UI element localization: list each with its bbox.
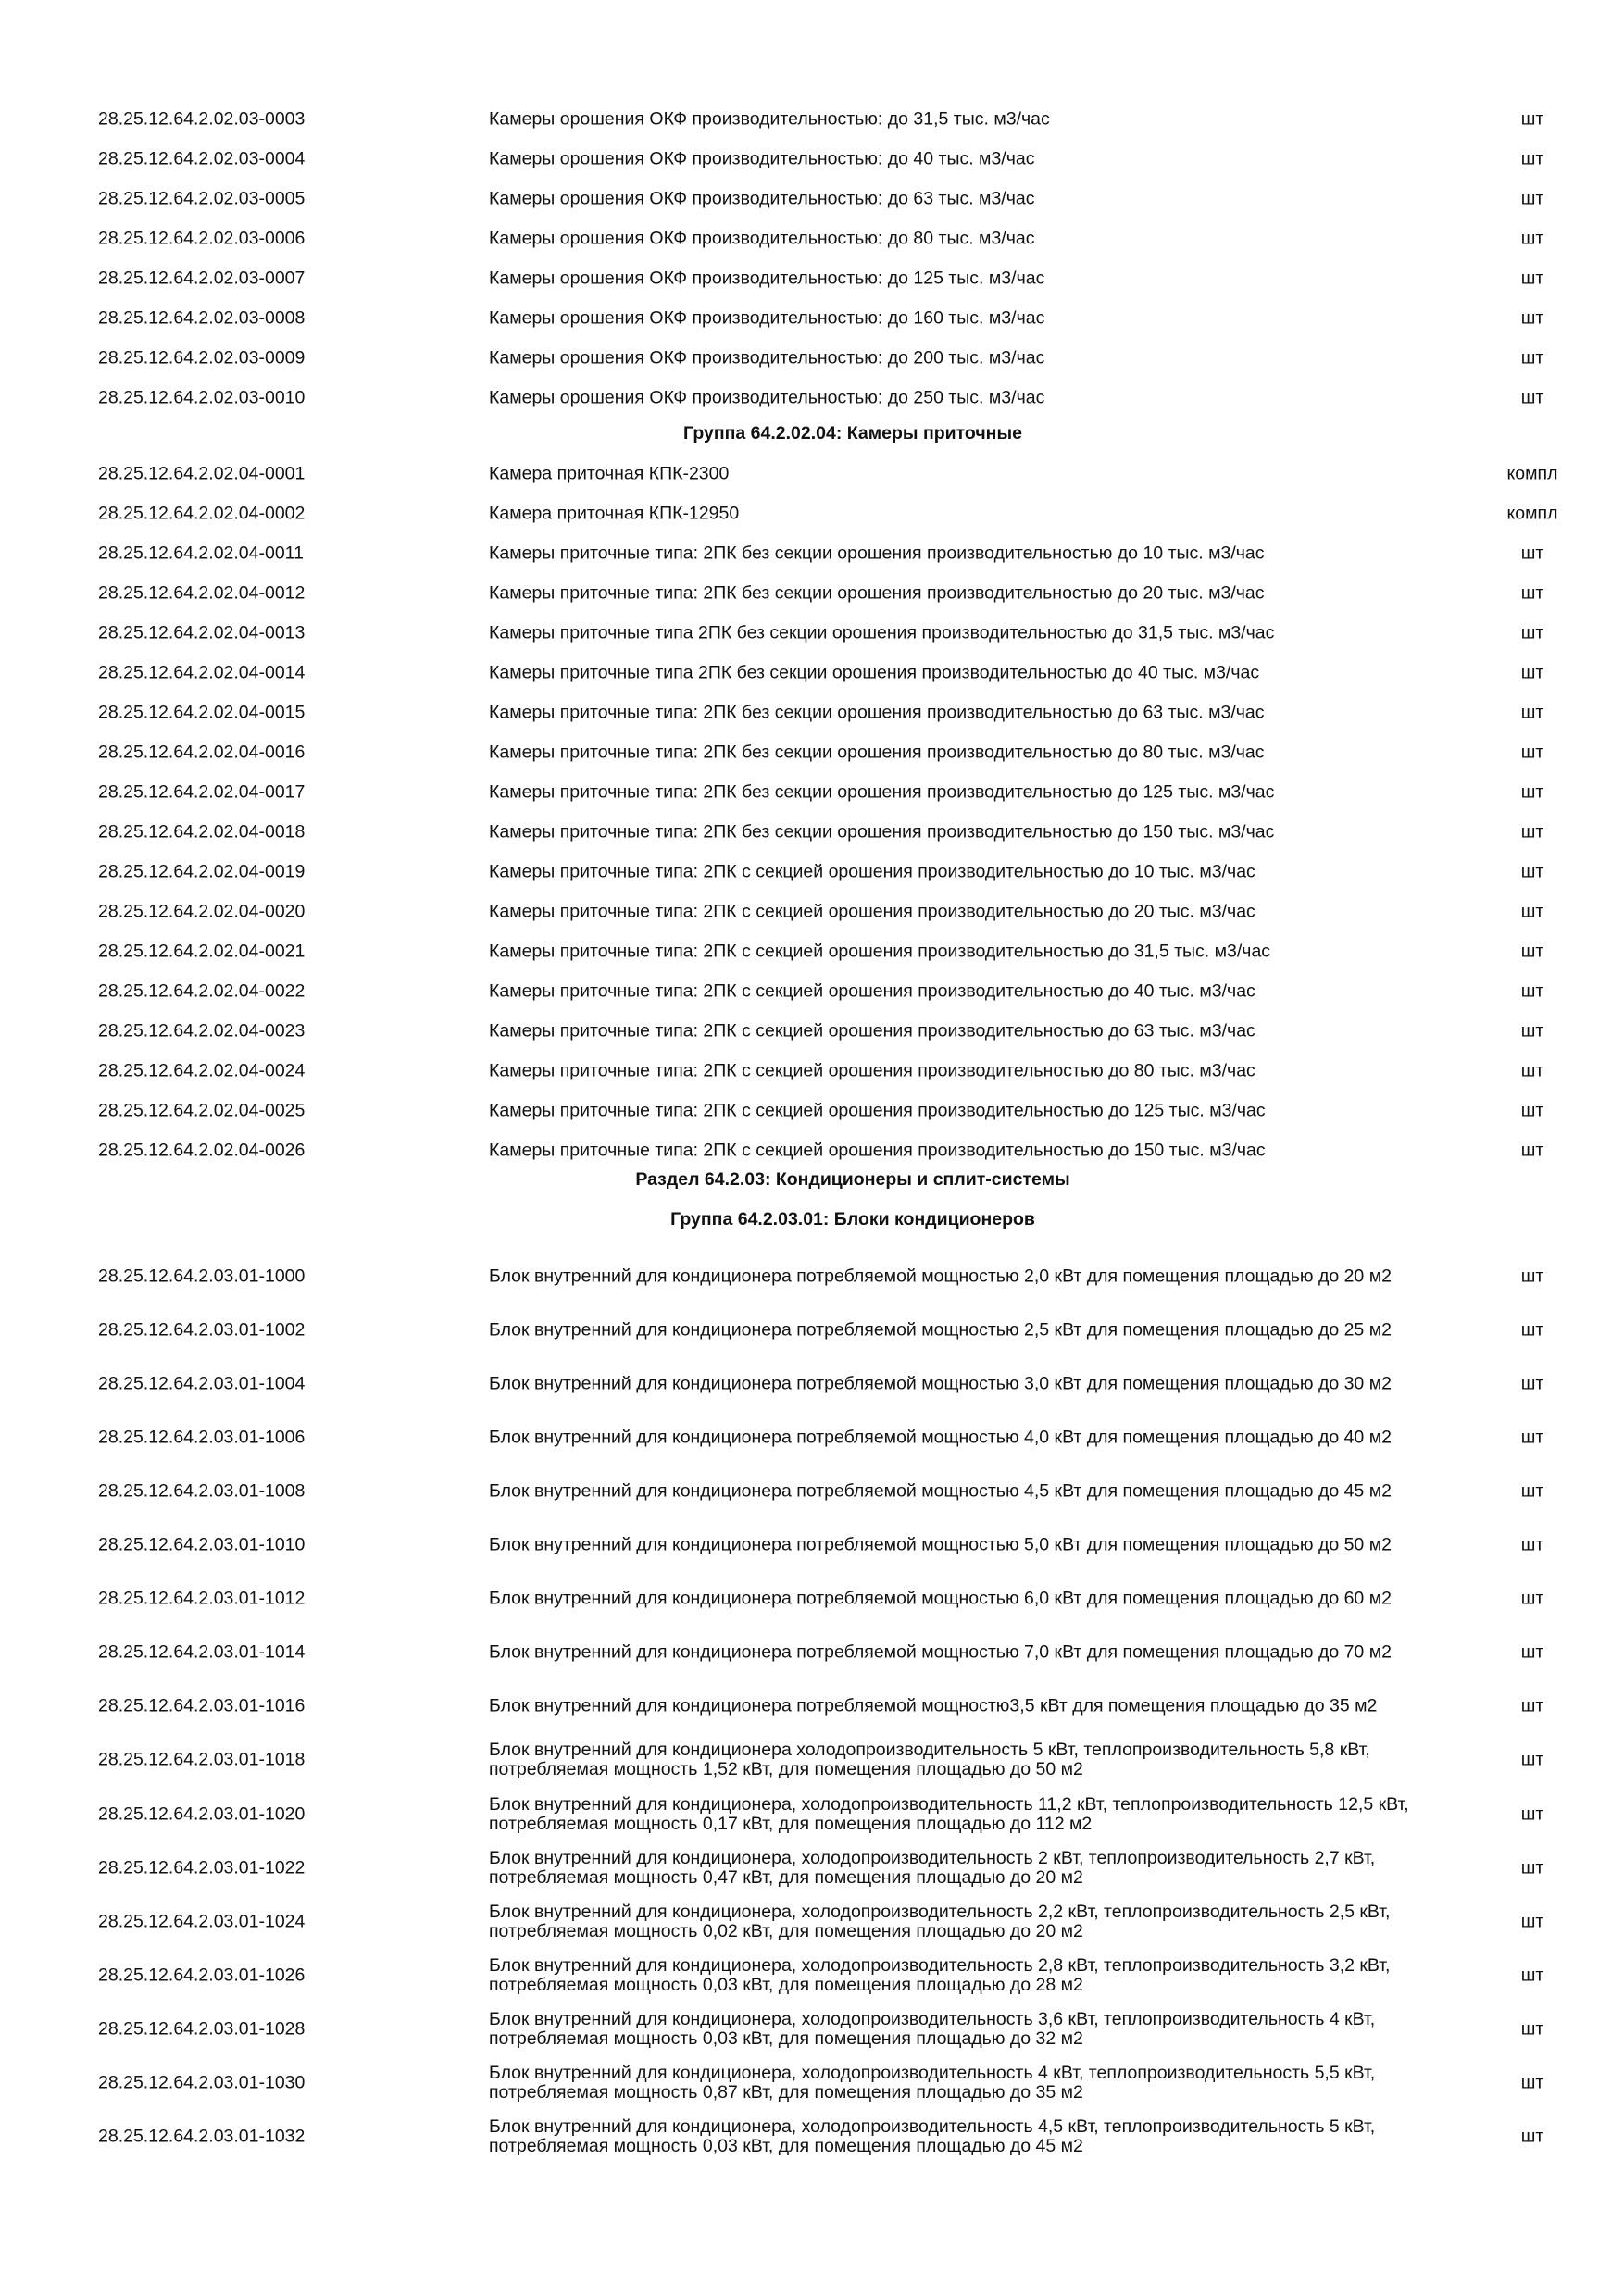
item-code: 28.25.12.64.2.03.01-1030: [98, 2072, 306, 2093]
table-row: [0, 772, 1624, 812]
item-code: 28.25.12.64.2.03.01-1020: [98, 1803, 306, 1824]
item-unit: шт: [1520, 2072, 1544, 2093]
item-name: Блок внутренний для кондиционера, холодопроизводительность 4 кВт, теплопроизводительность 5,5 кВт, потребляемая мощность 0,87 кВт, для помещения площадью до 35 м2: [489, 2063, 1376, 2103]
item-code: 28.25.12.64.2.02.04-0002: [98, 503, 306, 523]
item-unit: шт: [1520, 1100, 1544, 1120]
table-row: [0, 338, 1624, 378]
item-code: 28.25.12.64.2.02.04-0023: [98, 1020, 306, 1041]
item-name: Блок внутренний для кондиционера, холодопроизводительность 2,8 кВт, теплопроизводительность 3,2 кВт, потребляемая мощность 0,03 кВт, для помещения площадью до 28 м2: [489, 1954, 1391, 1995]
item-code: 28.25.12.64.2.02.03-0010: [98, 387, 306, 407]
item-code: 28.25.12.64.2.02.03-0004: [98, 148, 306, 168]
item-unit: шт: [1520, 901, 1544, 921]
item-name: Блок внутренний для кондиционера потребляемой мощностью 2,0 кВт для помещения площадью до 20 м2: [489, 1266, 1392, 1286]
item-code: 28.25.12.64.2.02.03-0007: [98, 268, 306, 288]
item-name: Камеры приточные типа: 2ПК с секцией орошения производительностью до 150 тыс. м3/час: [489, 1140, 1266, 1160]
item-unit: шт: [1520, 1534, 1544, 1555]
item-unit: шт: [1520, 2126, 1544, 2147]
item-unit: шт: [1520, 1140, 1544, 1160]
table-row: [0, 1091, 1624, 1130]
item-code: 28.25.12.64.2.03.01-1010: [98, 1534, 306, 1555]
table-row: [0, 1011, 1624, 1051]
item-unit: шт: [1520, 1803, 1544, 1824]
item-code: 28.25.12.64.2.03.01-1000: [98, 1266, 306, 1286]
item-code: 28.25.12.64.2.02.03-0003: [98, 108, 306, 129]
item-unit: шт: [1520, 387, 1544, 407]
item-name: Блок внутренний для кондиционера, холодопроизводительность 2 кВт, теплопроизводительность 2,7 кВт, потребляемая мощность 0,47 кВт, для помещения площадью до 20 м2: [489, 1847, 1376, 1888]
item-unit: компл: [1506, 463, 1558, 483]
table-row: [0, 1678, 1624, 1735]
item-name: Камеры приточные типа: 2ПК без секции орошения производительностью до 20 тыс. м3/час: [489, 582, 1265, 603]
item-name: Камеры приточные типа: 2ПК без секции орошения производительностью до 10 тыс. м3/час: [489, 543, 1265, 563]
table-row: [0, 454, 1624, 493]
item-code: 28.25.12.64.2.02.03-0008: [98, 307, 306, 328]
table-row: [0, 218, 1624, 258]
item-unit: шт: [1520, 582, 1544, 603]
table-row: [0, 1517, 1624, 1574]
item-code: 28.25.12.64.2.02.03-0009: [98, 347, 306, 368]
table-row: [0, 298, 1624, 338]
item-name: Камеры приточные типа 2ПК без секции орошения производительностью до 40 тыс. м3/час: [489, 662, 1260, 682]
item-unit: шт: [1520, 941, 1544, 961]
item-code: 28.25.12.64.2.02.04-0026: [98, 1140, 306, 1160]
item-name: Камеры приточные типа: 2ПК с секцией орошения производительностью до 31,5 тыс. м3/час: [489, 941, 1271, 961]
table-row: [0, 1355, 1624, 1412]
item-unit: шт: [1520, 622, 1544, 643]
item-name: Камеры приточные типа: 2ПК без секции орошения производительностью до 80 тыс. м3/час: [489, 742, 1265, 762]
table-row: [0, 812, 1624, 852]
table-row: [0, 732, 1624, 772]
item-name: Камеры приточные типа: 2ПК без секции орошения производительностью до 63 тыс. м3/час: [489, 702, 1265, 722]
item-name: Блок внутренний для кондиционера потребляемой мощностью 7,0 кВт для помещения площадью до 70 м2: [489, 1641, 1392, 1663]
item-unit: шт: [1520, 1911, 1544, 1932]
item-code: 28.25.12.64.2.03.01-1012: [98, 1588, 306, 1609]
table-row: [0, 573, 1624, 613]
item-unit: шт: [1520, 1857, 1544, 1878]
item-code: 28.25.12.64.2.02.04-0021: [98, 941, 306, 961]
item-code: 28.25.12.64.2.03.01-1026: [98, 1965, 306, 1986]
item-unit: шт: [1520, 980, 1544, 1001]
item-name: Камера приточная КПК-2300: [489, 463, 730, 483]
item-name: Блок внутренний для кондиционера потребляемой мощностью 4,0 кВт для помещения площадью до 40 м2: [489, 1427, 1392, 1448]
item-code: 28.25.12.64.2.03.01-1016: [98, 1695, 306, 1716]
item-name: Блок внутренний для кондиционера потребляемой мощностью 5,0 кВт для помещения площадью до 50 м2: [489, 1534, 1392, 1555]
table-row: [0, 2109, 1624, 2165]
item-code: 28.25.12.64.2.02.04-0025: [98, 1100, 306, 1120]
item-name: Блок внутренний для кондиционера потребляемой мощностью 4,5 кВт для помещения площадью до 45 м2: [489, 1480, 1392, 1502]
item-name: Блок внутренний для кондиционера потребляемой мощностю3,5 кВт для помещения площадью до 35 м2: [489, 1695, 1378, 1716]
item-name: Камеры орошения ОКФ производительностью: до 250 тыс. м3/час: [489, 387, 1045, 407]
item-code: 28.25.12.64.2.02.04-0022: [98, 980, 306, 1001]
item-code: 28.25.12.64.2.02.03-0005: [98, 188, 306, 208]
item-unit: шт: [1520, 148, 1544, 168]
item-unit: шт: [1520, 1319, 1544, 1341]
item-name: Камеры приточные типа: 2ПК с секцией орошения производительностью до 125 тыс. м3/час: [489, 1100, 1266, 1120]
item-unit: шт: [1520, 1588, 1544, 1609]
item-code: 28.25.12.64.2.03.01-1028: [98, 2018, 306, 2040]
item-code: 28.25.12.64.2.03.01-1008: [98, 1480, 306, 1502]
item-name: Камеры орошения ОКФ производительностью: до 31,5 тыс. м3/час: [489, 108, 1050, 129]
item-code: 28.25.12.64.2.03.01-1014: [98, 1641, 306, 1663]
item-name: Блок внутренний для кондиционера, холодопроизводительность 11,2 кВт, теплопроизводительность 12,5 кВт, потребляемая мощность 0,17 кВт, для помещения площадью до 112 м2: [489, 1793, 1409, 1834]
table-row: [0, 852, 1624, 892]
item-name: Камеры приточные типа: 2ПК без секции орошения производительностью до 150 тыс. м3/час: [489, 821, 1275, 842]
table-row: [0, 1786, 1624, 1842]
item-unit: шт: [1520, 861, 1544, 881]
item-code: 28.25.12.64.2.03.01-1004: [98, 1373, 306, 1394]
item-name: Камеры орошения ОКФ производительностью: до 200 тыс. м3/час: [489, 347, 1045, 368]
item-code: 28.25.12.64.2.03.01-1024: [98, 1911, 306, 1932]
item-name: Блок внутренний для кондиционера, холодопроизводительность 3,6 кВт, теплопроизводительность 4 кВт, потребляемая мощность 0,03 кВт, для помещения площадью до 32 м2: [489, 2008, 1376, 2049]
item-code: 28.25.12.64.2.02.04-0012: [98, 582, 306, 603]
item-unit: шт: [1520, 1641, 1544, 1663]
item-unit: шт: [1520, 188, 1544, 208]
item-name: Камеры приточные типа: 2ПК без секции орошения производительностью до 125 тыс. м3/час: [489, 781, 1275, 802]
item-code: 28.25.12.64.2.02.03-0006: [98, 228, 306, 248]
table-row: [0, 378, 1624, 418]
item-name: Камеры орошения ОКФ производительностью: до 160 тыс. м3/час: [489, 307, 1045, 328]
item-name: Блок внутренний для кондиционера, холодопроизводительность 4,5 кВт, теплопроизводительность 5 кВт, потребляемая мощность 0,03 кВт, для помещения площадью до 45 м2: [489, 2116, 1376, 2157]
item-code: 28.25.12.64.2.02.04-0015: [98, 702, 306, 722]
item-unit: шт: [1520, 543, 1544, 563]
item-name: Камеры приточные типа 2ПК без секции орошения производительностью до 31,5 тыс. м3/час: [489, 622, 1275, 643]
table-row: [0, 1732, 1624, 1789]
table-row: [0, 493, 1624, 533]
item-code: 28.25.12.64.2.02.04-0011: [98, 543, 304, 563]
section-heading-64-2-03: Раздел 64.2.03: Кондиционеры и сплит-системы: [635, 1169, 1070, 1190]
item-unit: шт: [1520, 2018, 1544, 2040]
item-unit: шт: [1520, 228, 1544, 248]
table-row: [0, 1463, 1624, 1519]
item-code: 28.25.12.64.2.02.04-0001: [98, 463, 306, 483]
item-name: Камеры орошения ОКФ производительностью: до 40 тыс. м3/час: [489, 148, 1035, 168]
item-name: Блок внутренний для кондиционера потребляемой мощностью 3,0 кВт для помещения площадью до 30 м2: [489, 1373, 1392, 1394]
item-name: Камеры приточные типа: 2ПК с секцией орошения производительностью до 80 тыс. м3/час: [489, 1060, 1255, 1080]
table-row: [0, 258, 1624, 298]
item-unit: шт: [1520, 662, 1544, 682]
table-row: [0, 139, 1624, 179]
item-code: 28.25.12.64.2.02.04-0024: [98, 1060, 306, 1080]
item-unit: шт: [1520, 307, 1544, 328]
item-unit: шт: [1520, 821, 1544, 842]
table-row: [0, 653, 1624, 693]
item-unit: шт: [1520, 781, 1544, 802]
table-row: [0, 1302, 1624, 1358]
table-row: [0, 971, 1624, 1011]
table-row: [0, 99, 1624, 139]
item-name: Камера приточная КПК-12950: [489, 503, 740, 523]
item-name: Блок внутренний для кондиционера потребляемой мощностью 6,0 кВт для помещения площадью до 60 м2: [489, 1588, 1392, 1609]
item-name: Блок внутренний для кондиционера, холодопроизводительность 2,2 кВт, теплопроизводительность 2,5 кВт, потребляемая мощность 0,02 кВт, для помещения площадью до 20 м2: [489, 1901, 1391, 1941]
item-code: 28.25.12.64.2.03.01-1002: [98, 1319, 306, 1341]
item-name: Камеры приточные типа: 2ПК с секцией орошения производительностью до 63 тыс. м3/час: [489, 1020, 1255, 1041]
table-row: [0, 1893, 1624, 1950]
item-unit: шт: [1520, 1695, 1544, 1716]
item-code: 28.25.12.64.2.02.04-0020: [98, 901, 306, 921]
item-name: Блок внутренний для кондиционера потребляемой мощностью 2,5 кВт для помещения площадью до 25 м2: [489, 1319, 1392, 1341]
item-code: 28.25.12.64.2.02.04-0014: [98, 662, 306, 682]
table-row: [0, 179, 1624, 218]
item-unit: шт: [1520, 1060, 1544, 1080]
table-row: [0, 1409, 1624, 1466]
table-row: [0, 1947, 1624, 2003]
table-row: [0, 892, 1624, 931]
table-row: [0, 1051, 1624, 1091]
item-unit: шт: [1520, 347, 1544, 368]
table-row: [0, 1625, 1624, 1681]
item-unit: шт: [1520, 268, 1544, 288]
item-code: 28.25.12.64.2.02.04-0019: [98, 861, 306, 881]
item-code: 28.25.12.64.2.02.04-0018: [98, 821, 306, 842]
table-row: [0, 1248, 1624, 1304]
item-code: 28.25.12.64.2.03.01-1032: [98, 2126, 306, 2147]
item-code: 28.25.12.64.2.02.04-0017: [98, 781, 306, 802]
table-row: [0, 1571, 1624, 1628]
table-row: [0, 613, 1624, 653]
item-unit: шт: [1520, 1020, 1544, 1041]
item-name: Камеры орошения ОКФ производительностью: до 125 тыс. м3/час: [489, 268, 1045, 288]
item-unit: шт: [1520, 1749, 1544, 1770]
item-unit: шт: [1520, 1427, 1544, 1448]
item-unit: шт: [1520, 108, 1544, 129]
table-row: [0, 693, 1624, 732]
table-row: [0, 2055, 1624, 2112]
item-unit: шт: [1520, 742, 1544, 762]
item-name: Камеры приточные типа: 2ПК с секцией орошения производительностью до 20 тыс. м3/час: [489, 901, 1255, 921]
table-row: [0, 931, 1624, 971]
item-name: Камеры приточные типа: 2ПК с секцией орошения производительностью до 10 тыс. м3/час: [489, 861, 1255, 881]
item-name: Камеры орошения ОКФ производительностью: до 63 тыс. м3/час: [489, 188, 1035, 208]
item-name: Камеры приточные типа: 2ПК с секцией орошения производительностью до 40 тыс. м3/час: [489, 980, 1255, 1001]
item-name: Блок внутренний для кондиционера холодопроизводительность 5 кВт, теплопроизводительность 5,8 кВт, потребляемая мощность 1,52 кВт, для помещения площадью до 50 м2: [489, 1740, 1370, 1780]
group-heading-64-2-03-01: Группа 64.2.03.01: Блоки кондиционеров: [670, 1209, 1035, 1229]
item-code: 28.25.12.64.2.02.04-0016: [98, 742, 306, 762]
table-row: [0, 1840, 1624, 1896]
item-unit: шт: [1520, 1480, 1544, 1502]
item-unit: шт: [1520, 1266, 1544, 1286]
item-unit: шт: [1520, 1965, 1544, 1986]
table-row: [0, 2001, 1624, 2057]
item-name: Камеры орошения ОКФ производительностью: до 80 тыс. м3/час: [489, 228, 1035, 248]
item-unit: компл: [1506, 503, 1558, 523]
table-row: [0, 1130, 1624, 1170]
item-code: 28.25.12.64.2.03.01-1022: [98, 1857, 306, 1878]
item-code: 28.25.12.64.2.02.04-0013: [98, 622, 306, 643]
item-code: 28.25.12.64.2.03.01-1018: [98, 1749, 306, 1770]
item-unit: шт: [1520, 1373, 1544, 1394]
table-row: [0, 533, 1624, 573]
item-unit: шт: [1520, 702, 1544, 722]
item-code: 28.25.12.64.2.03.01-1006: [98, 1427, 306, 1448]
group-heading-64-2-02-04: Группа 64.2.02.04: Камеры приточные: [683, 423, 1022, 443]
